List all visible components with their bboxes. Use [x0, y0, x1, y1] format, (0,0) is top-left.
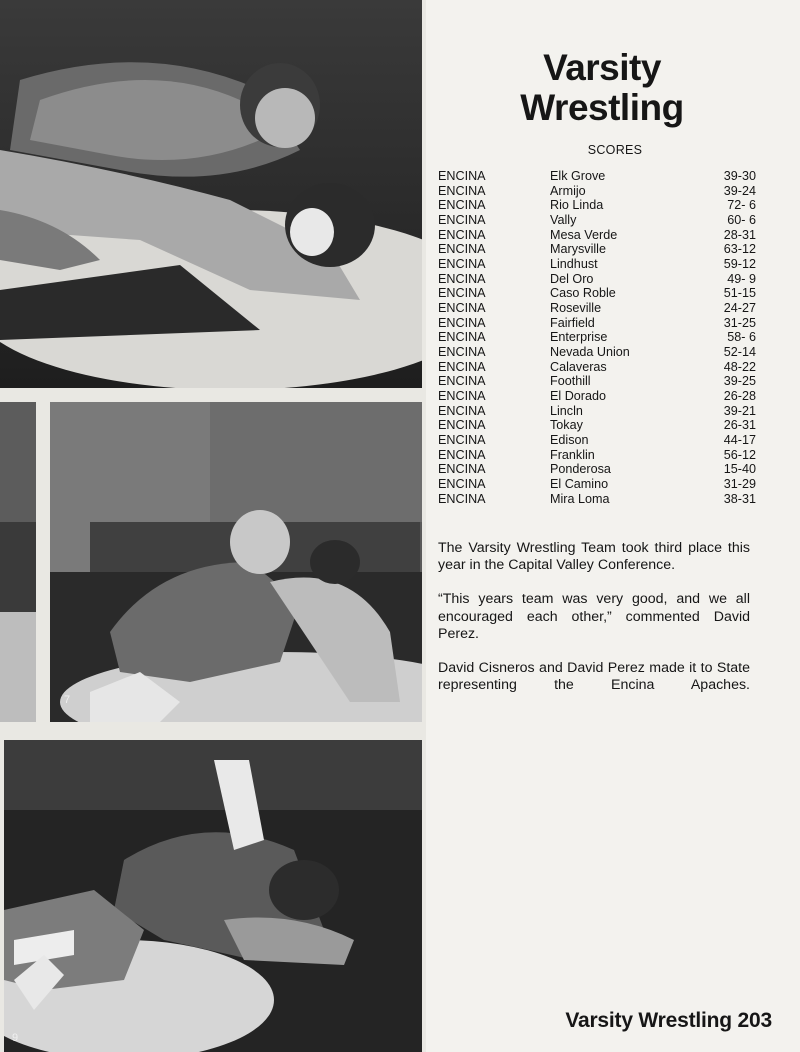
score-cell-score: 15-40 [723, 462, 756, 477]
photo-top-wrestlers [0, 0, 422, 388]
score-cell-score: 59-12 [723, 257, 756, 272]
score-cell-team: ENCINA [438, 433, 486, 448]
score-cell-opponent: Vally [550, 213, 577, 228]
photo-middle-wrestlers [50, 402, 422, 722]
story-paragraph: “This years team was very good, and we all encouraged each other,” commented David Perez. [438, 591, 750, 642]
table-row [438, 184, 756, 199]
score-cell-team: ENCINA [438, 169, 486, 183]
page-title [472, 48, 732, 128]
score-cell-team: ENCINA [438, 183, 486, 198]
score-cell-opponent: Rio Linda [550, 198, 604, 213]
table-row [438, 477, 756, 492]
scores-table-body [438, 169, 756, 506]
score-cell-score: 39-25 [723, 374, 756, 389]
score-cell-team: ENCINA [438, 462, 486, 477]
table-row [438, 374, 756, 389]
score-cell-score: 28-31 [723, 227, 756, 242]
score-cell-opponent: Nevada Union [550, 345, 630, 360]
score-cell-score: 51-15 [723, 286, 756, 301]
score-cell-opponent: Foothill [550, 374, 591, 389]
table-row [438, 330, 756, 345]
score-cell-opponent: Franklin [550, 447, 595, 462]
score-cell-opponent: Enterprise [550, 330, 608, 345]
table-row [438, 389, 756, 404]
table-row [438, 433, 756, 448]
table-row [438, 272, 756, 287]
score-cell-team: ENCINA [438, 359, 486, 374]
photo-bottom-wrestlers [4, 740, 422, 1052]
score-cell-opponent: Edison [550, 433, 589, 448]
scores-table [438, 169, 756, 506]
table-row [438, 228, 756, 243]
table-row [438, 492, 756, 507]
photo-number: 7 [64, 694, 71, 706]
score-cell-opponent: El Dorado [550, 389, 607, 404]
score-cell-score: 63-12 [723, 242, 756, 257]
score-cell-score: 49- 9 [727, 271, 756, 286]
table-row [438, 169, 756, 184]
story-paragraph: David Cisneros and David Perez made it to State representing the Encina Apaches. [438, 660, 750, 694]
score-cell-team: ENCINA [438, 389, 486, 404]
table-row [438, 301, 756, 316]
score-cell-opponent: El Camino [550, 477, 609, 492]
score-cell-score: 52-14 [723, 345, 756, 360]
score-cell-team: ENCINA [438, 491, 486, 506]
page-title-line-2: Wrestling [520, 87, 684, 128]
score-cell-score: 39-24 [723, 183, 756, 198]
table-row [438, 404, 756, 419]
photo-middle-left-strip [0, 402, 36, 722]
score-cell-opponent: Mesa Verde [550, 227, 618, 242]
score-cell-score: 38-31 [723, 491, 756, 506]
score-cell-opponent: Roseville [550, 301, 602, 316]
story-text [438, 540, 750, 711]
score-cell-team: ENCINA [438, 315, 486, 330]
score-cell-opponent: Ponderosa [550, 462, 611, 477]
score-cell-team: ENCINA [438, 301, 486, 316]
table-row [438, 345, 756, 360]
score-cell-opponent: Caso Roble [550, 286, 616, 301]
score-cell-opponent: Elk Grove [550, 169, 606, 183]
score-cell-score: 39-21 [723, 403, 756, 418]
score-cell-score: 24-27 [723, 301, 756, 316]
scores-heading: SCORES [587, 143, 643, 157]
table-row [438, 257, 756, 272]
score-cell-team: ENCINA [438, 257, 486, 272]
score-cell-score: 39-30 [723, 169, 756, 183]
score-cell-opponent: Armijo [550, 183, 586, 198]
score-cell-opponent: Tokay [550, 418, 583, 433]
table-row [438, 198, 756, 213]
score-cell-score: 56-12 [723, 447, 756, 462]
table-row [438, 360, 756, 375]
story-paragraph: The Varsity Wrestling Team took third place this year in the Capital Valley Conference. [438, 540, 750, 574]
score-cell-team: ENCINA [438, 330, 486, 345]
table-row [438, 213, 756, 228]
table-row [438, 418, 756, 433]
page-folio: Varsity Wrestling 203 [565, 1009, 772, 1032]
score-cell-team: ENCINA [438, 374, 486, 389]
score-cell-score: 58- 6 [727, 330, 756, 345]
score-cell-score: 72- 6 [727, 198, 756, 213]
score-cell-score: 31-29 [723, 477, 756, 492]
score-cell-opponent: Marysville [550, 242, 606, 257]
score-cell-opponent: Del Oro [550, 271, 594, 286]
table-row [438, 448, 756, 463]
score-cell-team: ENCINA [438, 242, 486, 257]
score-cell-team: ENCINA [438, 286, 486, 301]
score-cell-team: ENCINA [438, 271, 486, 286]
score-cell-score: 26-28 [723, 389, 756, 404]
score-cell-opponent: Lindhust [550, 257, 598, 272]
score-cell-score: 44-17 [723, 433, 756, 448]
table-row [438, 462, 756, 477]
score-cell-score: 48-22 [723, 359, 756, 374]
table-row [438, 286, 756, 301]
score-cell-opponent: Fairfield [550, 315, 595, 330]
score-cell-team: ENCINA [438, 227, 486, 242]
score-cell-opponent: Lincln [550, 403, 583, 418]
score-cell-score: 31-25 [723, 315, 756, 330]
score-cell-opponent: Mira Loma [550, 491, 610, 506]
score-cell-team: ENCINA [438, 213, 486, 228]
score-cell-team: ENCINA [438, 198, 486, 213]
score-cell-team: ENCINA [438, 345, 486, 360]
table-row [438, 242, 756, 257]
score-cell-team: ENCINA [438, 418, 486, 433]
score-cell-score: 26-31 [723, 418, 756, 433]
score-cell-opponent: Calaveras [550, 359, 607, 374]
score-cell-team: ENCINA [438, 477, 486, 492]
score-cell-score: 60- 6 [727, 213, 756, 228]
score-cell-team: ENCINA [438, 447, 486, 462]
score-cell-team: ENCINA [438, 403, 486, 418]
photo-number: 9 [12, 1032, 19, 1044]
table-row [438, 316, 756, 331]
page-title-line-1: Varsity [543, 47, 661, 88]
